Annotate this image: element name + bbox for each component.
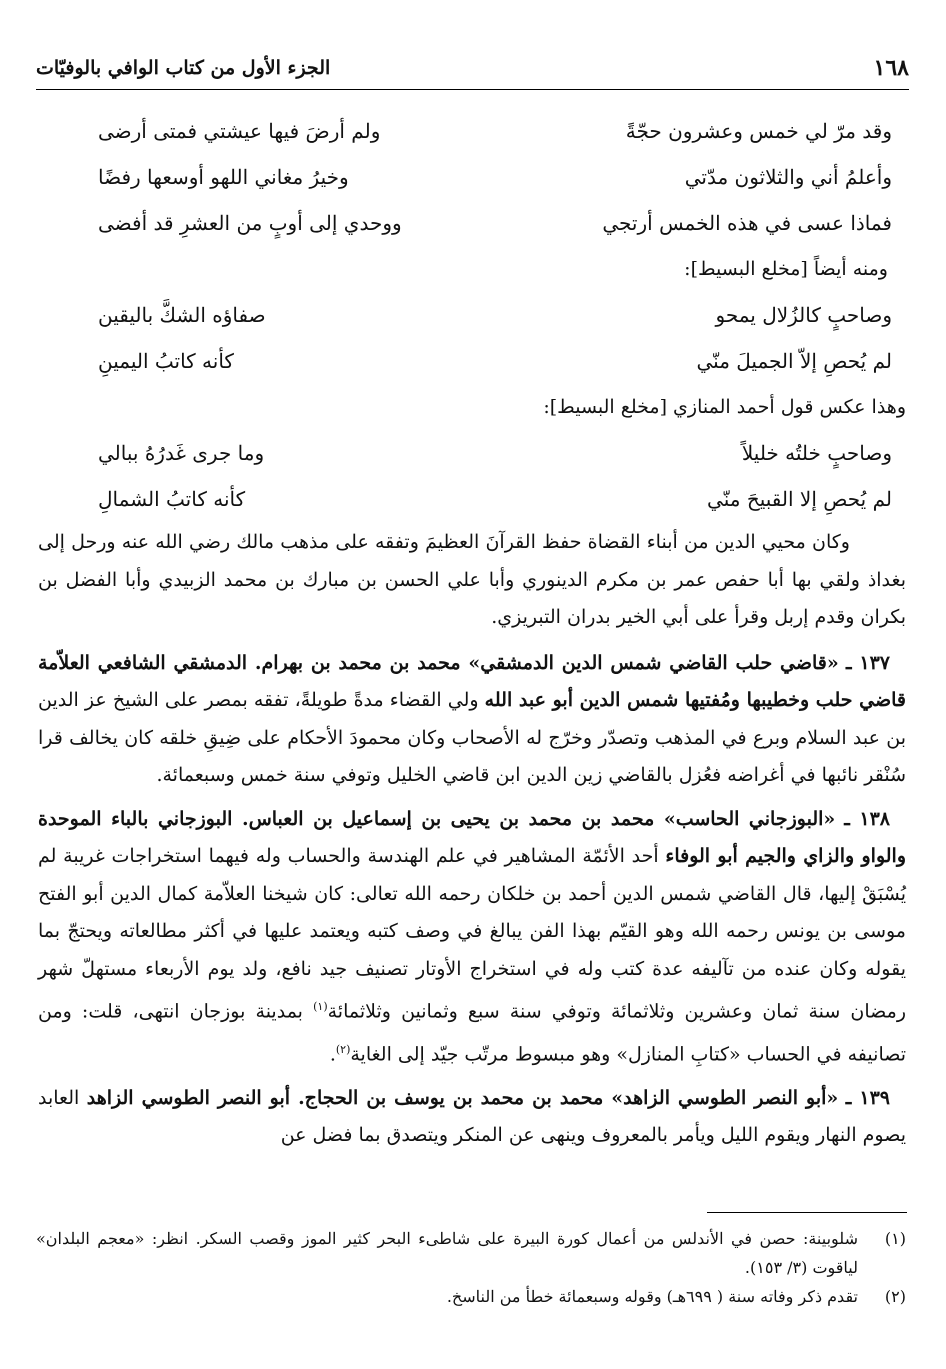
prose-line: عنه ورحل إلى بغداذ ولقي بها أبا حفص عمر بن مكرم الدينوري وأبا علي الحسن بن مبارك بن (38, 531, 906, 591)
first-hemistich: لم يُحصِ إلاّ الجميلَ منّي (696, 349, 892, 373)
entry-text: أحد الأئمّة المشاهير في علم الهندسة والحساب وله فيهما استخراجات غريبة لم يُسْبَقْ إليها، قال القاضي شمس الدين أحمد بن خلكان رحمه الله تعالى: كان شيخنا العلاّمة كمال الدين أبو الفتح موسى بن يونس رحمه الله وهو القيّم بهذا الفن يبالغ في وصف كتبه ويعتمد عليها في أكثر مطالعاته ويحتجّ بما يقوله وكان عنده من تآليفه عدة كتب وله في استخراج الأوتار تصنيف جيد نافع، ولد يوم الأربعاء مستهلّ شهر رمضان سنة ثمان وعشرين وثلاثمائة وتوفي سنة سبع وثمانين وثلاثمائة (38, 845, 906, 1023)
running-header (36, 52, 909, 84)
page-body (38, 108, 906, 1161)
page-number: ١٦٨ (873, 55, 909, 81)
footnote-ref[interactable]: (١) (313, 1000, 328, 1013)
second-hemistich: ولم أرضَ فيها عيشتي فمتى أرضى (98, 119, 381, 143)
first-hemistich: وقد مرّ لي خمس وعشرون حجّةً (625, 119, 892, 143)
second-hemistich: كأنه كاتبُ الشمالِ (98, 487, 246, 511)
poem-verse (38, 430, 906, 476)
biography-entry (38, 801, 906, 1074)
entry-text-end: . (329, 1043, 336, 1066)
first-hemistich: وأعلمُ أني والثلاثون مدّتي (684, 165, 892, 189)
poem-verse (38, 292, 906, 338)
prose-line: وكان محيي الدين من أبناء القضاة حفظ القرآنَ العظيمَ وتفقه على مذهب مالك رضي الله (155, 531, 850, 553)
prose-paragraph (38, 524, 906, 637)
entry-text: العابد يصوم النهار ويقوم الليل ويأمر بالمعروف وينهى عن المنكر ويتصدق بما فضل عن (38, 1086, 906, 1147)
entry-title: «أبو النصر الطوسي الزاهد» محمد بن محمد بن يوسف بن الحجاج. أبو النصر الطوسي الزاهد (86, 1086, 839, 1109)
entry-number: ١٣٧ ـ (846, 651, 891, 674)
second-hemistich: كأنه كاتبُ اليمينِ (98, 349, 234, 373)
poem-verse (38, 338, 906, 384)
footnotes (36, 1224, 906, 1311)
biography-entry (38, 1080, 906, 1155)
second-hemistich: وخيرُ مغاني اللهو أوسعها رفضًا (98, 165, 349, 189)
entry-title: «البوزجاني الحاسب» محمد بن محمد بن يحيى بن إسماعيل بن العباس. البوزجاني بالباء الموحدة والواو والزاي والجيم أبو الوفاء (38, 807, 906, 867)
footnote-number: (٢) (884, 1287, 906, 1306)
header-rule (36, 89, 909, 90)
first-hemistich: لم يُحصِ إلا القبيحَ منّي (707, 487, 892, 511)
second-hemistich: وما جرى غَدرُهُ ببالي (98, 441, 265, 465)
footnote-number: (١) (884, 1229, 906, 1248)
verse-intro: ومنه أيضاً [مخلع البسيط]: (684, 258, 888, 280)
biography-entry (38, 645, 906, 795)
first-hemistich: وصاحبٍ خلتُه خليلاً (741, 441, 892, 465)
prose-line: محمد الزبيدي وأبا الفضل بن بكران وقدم إربل وقرأ على أبي الخير بدران التبريزي. (38, 568, 906, 628)
footnote-ref[interactable]: (٢) (335, 1042, 351, 1056)
verse-intro: وهذا عكس قول أحمد المنازي [مخلع البسيط]: (543, 396, 906, 418)
entry-number: ١٣٨ ـ (844, 807, 890, 830)
entry-title: «قاضي حلب القاضي شمس الدين الدمشقي» محمد بن محمد بن بهرام. الدمشقي الشافعي العلاّمة قاضي حلب وخطيبها ومُفتيها شمس الدين أبو عبد الله (38, 651, 907, 711)
second-hemistich: صفاؤه الشكَّ باليقين (98, 303, 266, 327)
first-hemistich: فماذا عسى في هذه الخمس أرتجي (602, 211, 892, 235)
poem-verse (38, 154, 906, 200)
footnote-rule (707, 1212, 907, 1213)
entry-text: بمدينة بوزجان انتهى، قلت: ومن تصانيفه في الحساب «كتابِ المنازل» وهو مبسوط مرتّب جيّد إلى الغاية (38, 1000, 906, 1066)
book-title: الجزء الأول من كتاب الوافي بالوفيّات (36, 57, 331, 79)
entry-text: ولي القضاء مدةً طويلةً، تفقه بمصر على الشيخ عز الدين بن عبد السلام وبرع في المذهب وتصدّر وخرّج له الأصحاب وكان محمودَ الأحكام على ضِيقِ خلقه كان يخالف قرا سُنْقر نائبها في أغراضه فعُزل بالقاضي زين الدين ابن قاضي الخليل وتوفي سنة خمس وسبعمائة. (38, 689, 906, 786)
footnote (36, 1282, 906, 1311)
footnote (36, 1224, 906, 1282)
first-hemistich: وصاحبٍ كالزُلال يمحو (715, 303, 892, 327)
second-hemistich: ووحدي إلى أوبٍ من العشرِ قد أفضى (98, 211, 402, 235)
poem-verse (38, 200, 906, 246)
poem-verse (38, 108, 906, 154)
entry-number: ١٣٩ ـ (845, 1086, 891, 1109)
footnote-text: تقدم ذكر وفاته سنة ( ٦٩٩هـ) وقوله وسبعمائة خطأ من الناسخ. (446, 1287, 858, 1306)
poem-verse (38, 476, 906, 522)
footnote-text: شلوبينة: حصن في الأندلس من أعمال كورة البيرة على شاطىء البحر كثير الموز وقصب السكر. انظر: «معجم البلدان» لياقوت (٣/ ١٥٣). (36, 1229, 858, 1277)
